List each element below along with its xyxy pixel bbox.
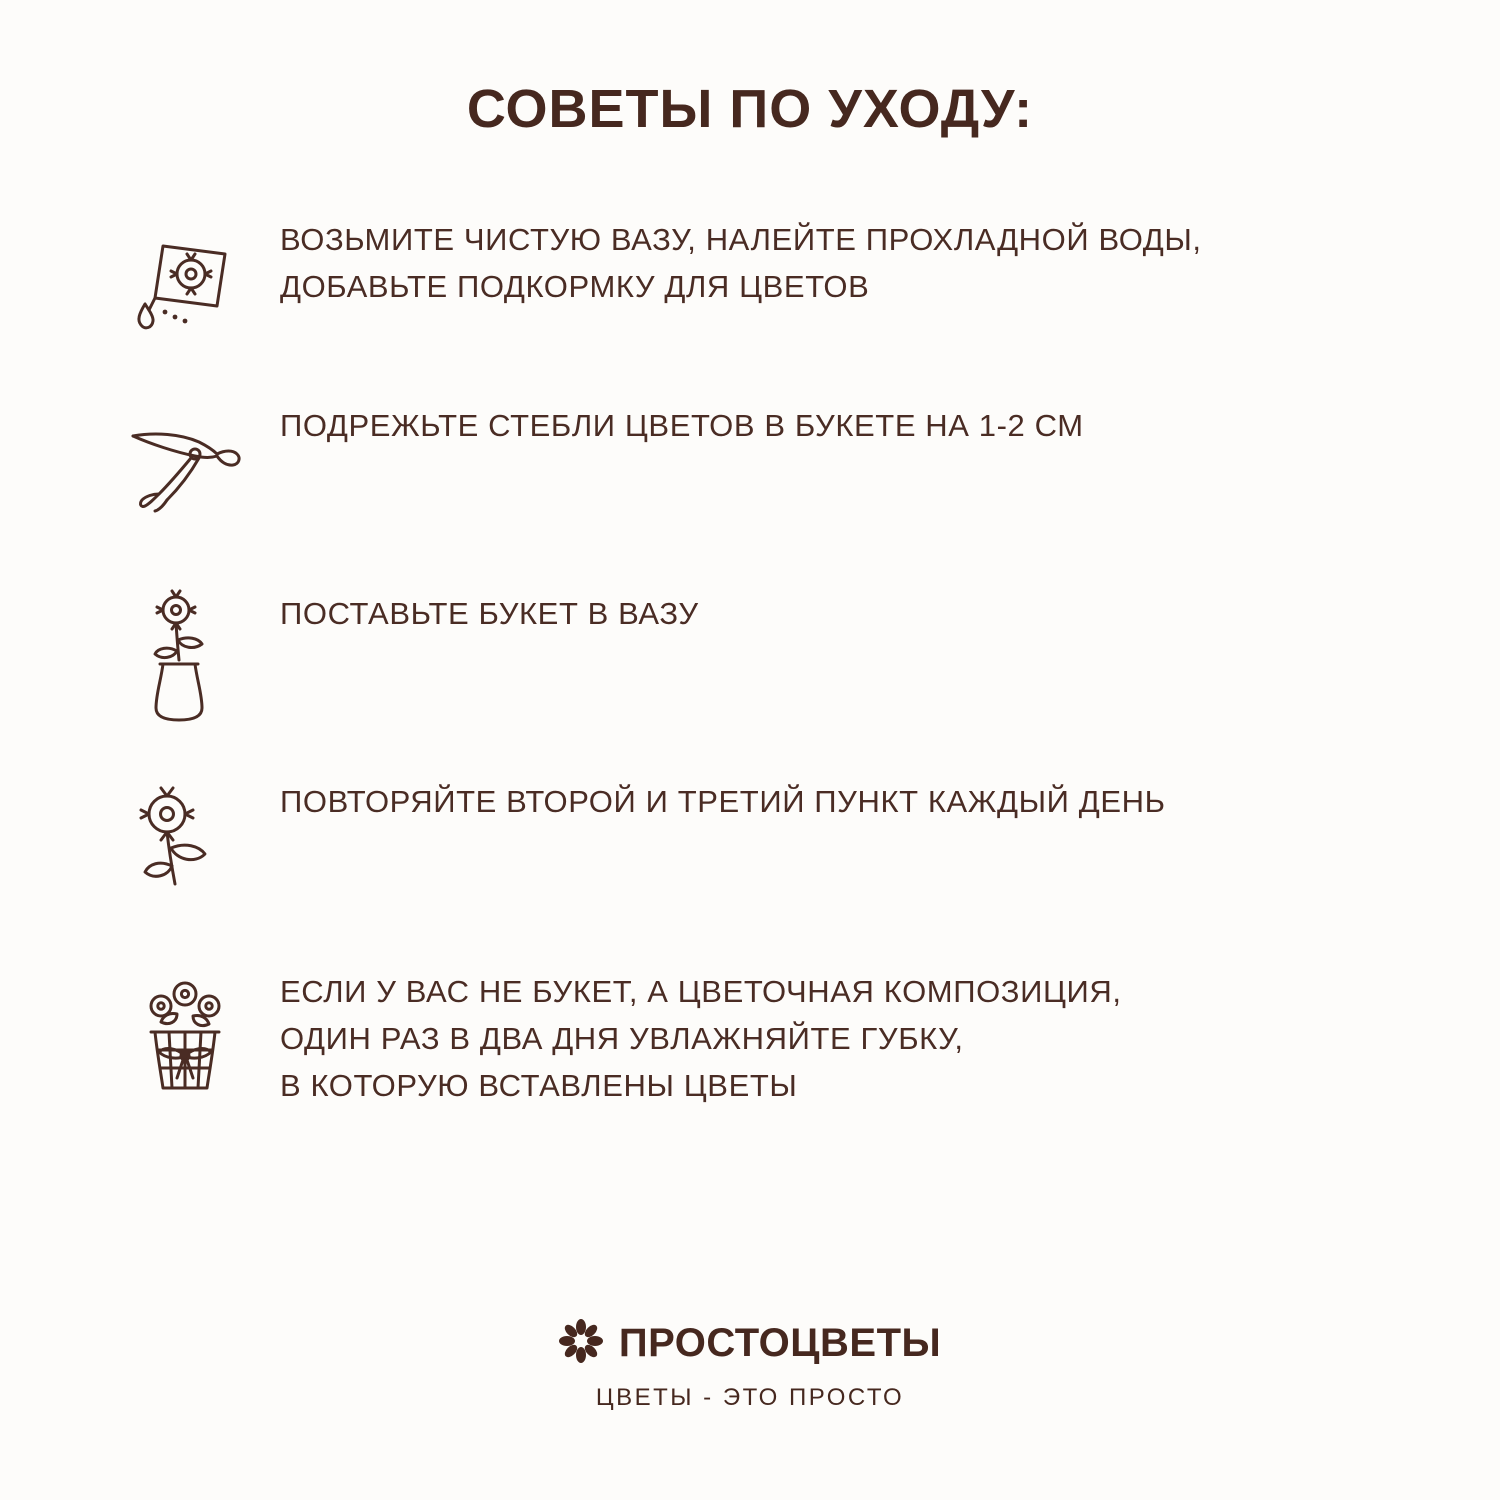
list-item	[90, 586, 1410, 736]
tip-line: ПОДРЕЖЬТЕ СТЕБЛИ ЦВЕТОВ В БУКЕТЕ НА 1-2 СМ	[280, 408, 1084, 443]
pruning-shears-icon	[90, 398, 280, 524]
list-item-text	[280, 398, 1084, 449]
tip-line: ВОЗЬМИТЕ ЧИСТУЮ ВАЗУ, НАЛЕЙТЕ ПРОХЛАДНОЙ ВОДЫ,	[280, 222, 1202, 257]
flower-in-vase-icon	[90, 586, 280, 732]
list-item	[90, 398, 1410, 548]
list-item-text	[280, 964, 1122, 1109]
tip-line: ЕСЛИ У ВАС НЕ БУКЕТ, А ЦВЕТОЧНАЯ КОМПОЗИЦИЯ,	[280, 974, 1122, 1009]
list-item	[90, 212, 1410, 362]
tip-line: В КОТОРУЮ ВСТАВЛЕНЫ ЦВЕТЫ	[280, 1068, 798, 1104]
brand-tagline: ЦВЕТЫ - ЭТО ПРОСТО	[595, 1384, 905, 1411]
brand-footer	[0, 1319, 1500, 1412]
list-item-text	[280, 586, 699, 637]
page-title: СОВЕТЫ ПО УХОДУ:	[466, 79, 1034, 139]
tip-line: ПОСТАВЬТЕ БУКЕТ В ВАЗУ	[280, 596, 699, 631]
list-item	[90, 774, 1410, 924]
care-tips-list	[90, 212, 1410, 1120]
list-item	[90, 964, 1410, 1120]
flower-icon	[90, 774, 280, 900]
tip-line: ОДИН РАЗ В ДВА ДНЯ УВЛАЖНЯЙТЕ ГУБКУ,	[280, 1021, 964, 1057]
flower-basket-icon	[90, 964, 280, 1120]
daisy-logo-icon	[559, 1319, 603, 1368]
list-item-text	[280, 774, 1166, 825]
tip-line: ДОБАВЬТЕ ПОДКОРМКУ ДЛЯ ЦВЕТОВ	[280, 269, 870, 305]
brand-name: ПРОСТОЦВЕТЫ	[618, 1321, 942, 1365]
flower-food-sachet-icon	[90, 212, 280, 338]
brand-lockup	[559, 1319, 941, 1368]
list-item-text	[280, 212, 1202, 310]
tip-line: ПОВТОРЯЙТЕ ВТОРОЙ И ТРЕТИЙ ПУНКТ КАЖДЫЙ ДЕНЬ	[280, 784, 1166, 819]
